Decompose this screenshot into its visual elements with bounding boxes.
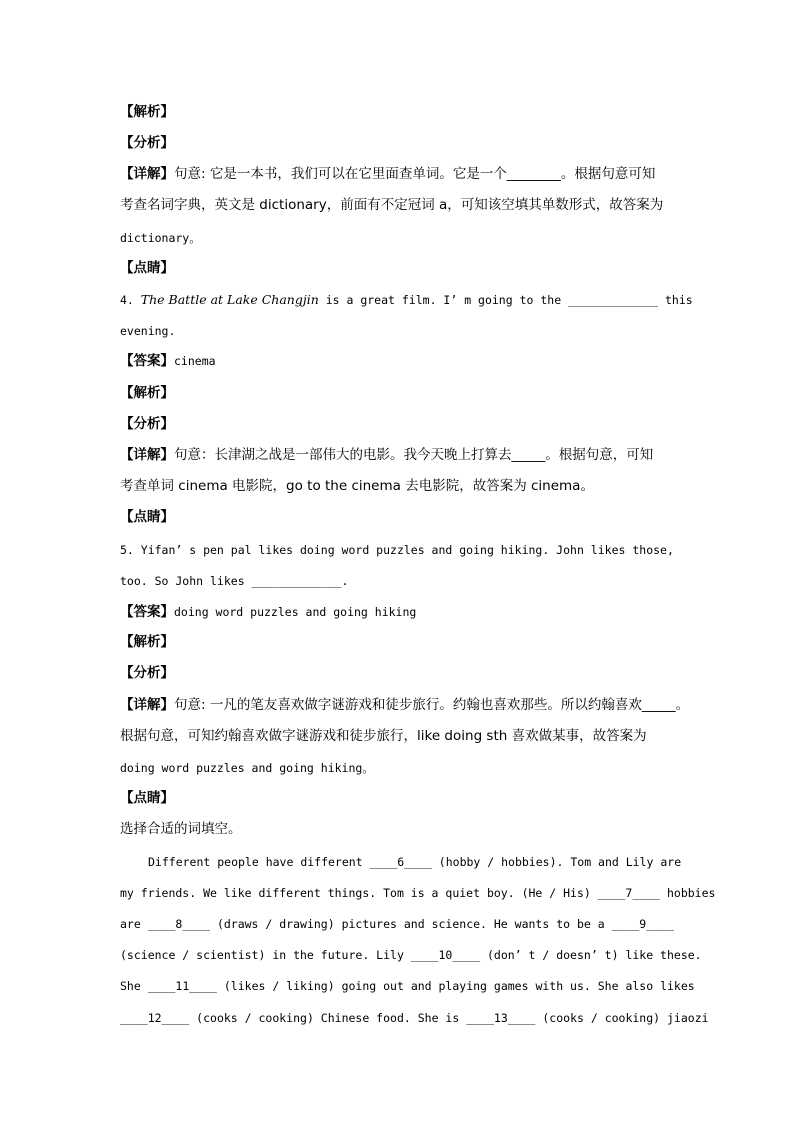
- passage-text: (hobby / hobbies). Tom and Lily are: [431, 855, 682, 869]
- passage-text: Different people have different: [148, 855, 370, 869]
- dianjing-heading: 【点睛】: [120, 790, 174, 806]
- answer-label: 【答案】: [120, 353, 174, 369]
- detail-line-2: 根据句意，可知约翰喜欢做字谜游戏和徒步旅行，like doing sth 喜欢做某事，故答案为: [120, 728, 647, 744]
- question-text-end: this: [658, 293, 693, 307]
- answer-value: doing word puzzles and going hiking: [174, 605, 417, 619]
- question-5-line-2: too. So John likes _____________.: [120, 574, 349, 588]
- passage-line-4: [120, 946, 702, 964]
- passage-text: (likes / liking) going out and playing games with us. She also likes: [216, 979, 695, 993]
- passage-line-6: [120, 1009, 709, 1027]
- answer-line-5: [120, 603, 684, 622]
- question-4-line-1: [120, 291, 693, 309]
- detail-line-3: doing word puzzles and going hiking。: [120, 761, 374, 775]
- xiangjie-label: 【详解】: [120, 697, 174, 713]
- answer-line-4: [120, 352, 684, 371]
- dianjing-heading: 【点睛】: [120, 260, 174, 276]
- passage-text: She: [120, 979, 148, 993]
- answer-blank: _____________: [568, 293, 659, 307]
- answer-label: 【答案】: [120, 604, 174, 620]
- question-4-line-2: evening.: [120, 324, 176, 338]
- question-number: 4.: [120, 293, 141, 307]
- blank-6: ____6____: [369, 855, 432, 869]
- fenxi-heading: 【分析】: [120, 135, 174, 151]
- question-5-line-1: 5. Yifan’ s pen pal likes doing word puzzles and going hiking. John likes those,: [120, 543, 674, 557]
- passage-text: hobbies: [660, 886, 716, 900]
- answer-value: cinema: [174, 354, 216, 368]
- passage-line-1: [148, 853, 684, 871]
- passage-text: (draws / drawing) pictures and science. He wants to be a: [210, 917, 612, 931]
- passage-line-5: [120, 977, 695, 995]
- passage-text: (cooks / cooking) Chinese food. She is: [189, 1011, 467, 1025]
- passage-line-3: [120, 915, 684, 933]
- dianjing-heading: 【点睛】: [120, 509, 174, 525]
- passage-line-2: [120, 884, 716, 902]
- passage-text: (don’ t / doesn’ t) like these.: [480, 948, 702, 962]
- detail-text: 句意：长津湖之战是一部伟大的电影。我今天晚上打算去_____。根据句意，可知: [174, 447, 654, 463]
- detail-line-1: [120, 696, 690, 714]
- blank-9: ____9____: [611, 917, 674, 931]
- question-text: is a great film. I’ m going to the: [318, 293, 569, 307]
- blank-12: ____12____: [120, 1011, 190, 1025]
- detail-line-1: [120, 446, 684, 464]
- blank-13: ____13____: [466, 1011, 536, 1025]
- jiexi-heading: 【解析】: [120, 634, 174, 650]
- xiangjie-label: 【详解】: [120, 166, 174, 182]
- blank-10: ____10____: [410, 948, 481, 962]
- detail-line-3: dictionary。: [120, 231, 201, 245]
- passage-text: my friends. We like different things. Tom is a quiet boy. (He / His): [120, 886, 598, 900]
- fenxi-heading: 【分析】: [120, 416, 174, 432]
- blank-7: ____7____: [597, 886, 661, 900]
- detail-text: 句意: 一凡的笔友喜欢做字谜游戏和徒步旅行。约翰也喜欢那些。所以约翰喜欢_____。: [174, 697, 690, 713]
- blank-11: ____11____: [147, 979, 217, 993]
- fenxi-heading: 【分析】: [120, 665, 174, 681]
- detail-text: 句意: 它是一本书，我们可以在它里面查单词。它是一个________。根据句意可知: [174, 166, 656, 182]
- detail-line-1: [120, 165, 684, 183]
- detail-line-2: 考查单词 cinema 电影院，go to the cinema 去电影院，故答案为 cinema。: [120, 478, 594, 494]
- section-title: 选择合适的词填空。: [120, 821, 242, 837]
- passage-text: (science / scientist) in the future. Lily: [120, 948, 411, 962]
- jiexi-heading: 【解析】: [120, 104, 174, 120]
- film-title: The Battle at Lake Changjin: [140, 292, 319, 307]
- passage-text: (cooks / cooking) jiaozi: [535, 1011, 709, 1025]
- jiexi-heading: 【解析】: [120, 385, 174, 401]
- blank-8: ____8____: [147, 917, 211, 931]
- xiangjie-label: 【详解】: [120, 447, 174, 463]
- passage-text: are: [120, 917, 148, 931]
- detail-line-2: 考查名词字典，英文是 dictionary，前面有不定冠词 a，可知该空填其单数形式，故答案为: [120, 197, 664, 213]
